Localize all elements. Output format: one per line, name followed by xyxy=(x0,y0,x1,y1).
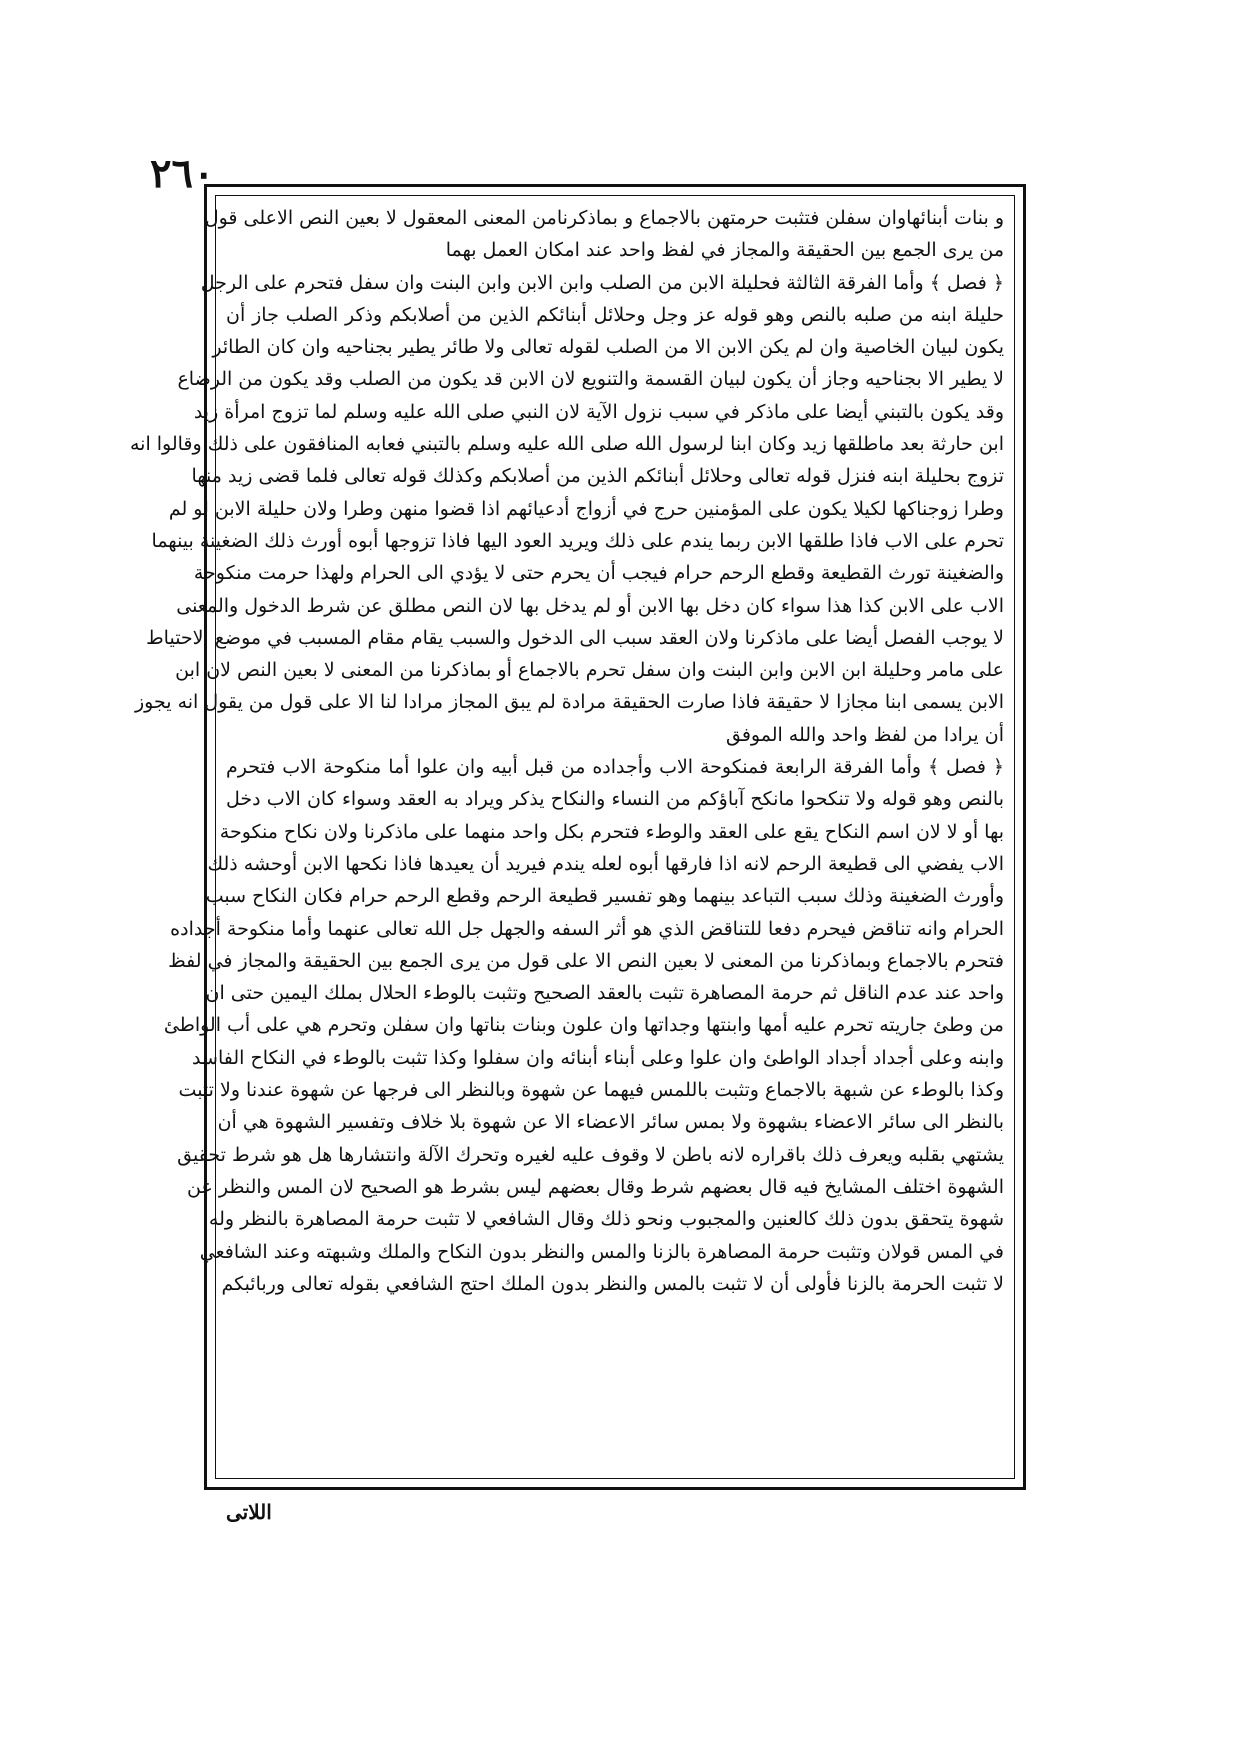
text-line: الحرام وانه تناقض فيحرم دفعا للتناقض الذي هو أثر السفه والجهل جل الله تعالى عنهما وأما منكوحة أجداده xyxy=(170,917,1004,940)
text-line: تزوج بحليلة ابنه فنزل قوله تعالى وحلائل أبنائكم الذين من أصلابكم وكذلك قوله تعالى فلما قضى زيد منها xyxy=(191,465,1004,488)
text-line: لا يوجب الفصل أيضا على ماذكرنا ولان العقد سبب الى الدخول والسبب يقام مقام المسبب في موضع الاحتياط xyxy=(146,626,1004,649)
text-line: ابن حارثة بعد ماطلقها زيد وكان ابنا لرسول الله صلى الله عليه وسلم بالتبني فعابه المنافقون على ذلك وقالوا انه xyxy=(129,433,1004,456)
text-line: في المس قولان وتثبت حرمة المصاهرة بالزنا والمس والنظر بدون النكاح والملك وشبهته وعند الشافعي xyxy=(199,1240,1004,1263)
text-line: لا تثبت الحرمة بالزنا فأولى أن لا تثبت بالمس والنظر بدون الملك احتج الشافعي بقوله تعالى وربائبكم xyxy=(221,1272,1004,1295)
page-number: ٢٦٠ xyxy=(150,150,215,197)
text-line: وطرا زوجناكها لكيلا يكون على المؤمنين حرج في أزواج أدعيائهم اذا قضوا منهن وطرا ولان حليلة الابن لو لم xyxy=(168,497,1004,520)
text-line: بها أو لا لان اسم النكاح يقع على العقد والوطء فتحرم بكل واحد منهما على ماذكرنا ولان نكاح منكوحة xyxy=(219,820,1004,843)
text-line: الاب يفضي الى قطيعة الرحم لانه اذا فارقها أبوه لعله يندم فيريد أن يعيدها فاذا نكحها الابن أوحشه ذلك xyxy=(207,852,1004,875)
text-line: الاب على الابن كذا هذا سواء كان دخل بها الابن أو لم يدخل بها لان النص مطلق عن شرط الدخول والمعنى xyxy=(176,594,1004,617)
page-border xyxy=(129,184,1026,1490)
text-line: أن يرادا من لفظ واحد والله الموفق xyxy=(725,723,1004,746)
text-line: بالنظر الى سائر الاعضاء بشهوة ولا بمس سائر الاعضاء الا عن شهوة بلا خلاف وتفسير الشهوة هي أن xyxy=(217,1111,1004,1134)
body-text xyxy=(129,202,1004,1300)
text-line: والضغينة تورث القطيعة وقطع الرحم حرام فيجب أن يحرم حتى لا يؤدي الى الحرام ولهذا حرمت منكوحة xyxy=(193,562,1004,585)
text-line: يشتهي بقلبه ويعرف ذلك باقراره لانه باطن لا وقوف عليه لغيره وتحرك الآلة وانتشارها هل هو شرط تحقيق xyxy=(177,1143,1004,1166)
text-line: شهوة يتحقق بدون ذلك كالعنين والمجبوب ونحو ذلك وقال الشافعي لا تثبت حرمة المصاهرة بالنظر وله xyxy=(208,1208,1004,1231)
text-line: تحرم على الاب فاذا طلقها الابن ربما يندم على ذلك ويريد العود اليها فاذا تزوجها أبوه أورث ذلك الضغينة بينهما xyxy=(151,529,1004,552)
text-line: فتحرم بالاجماع وبماذكرنا من المعنى لا بعين النص الا على قول من يرى الجمع بين الحقيقة والمجاز في لفظ xyxy=(168,949,1004,972)
text-line: الشهوة اختلف المشايخ فيه قال بعضهم شرط وقال بعضهم ليس بشرط هو الصحيح لان المس والنظر عن xyxy=(187,1175,1004,1198)
text-line: من يرى الجمع بين الحقيقة والمجاز في لفظ واحد عند امكان العمل بهما xyxy=(445,239,1004,262)
text-line: و بنات أبنائهاوان سفلن فتثبت حرمتهن بالاجماع و بماذكرنامن المعنى المعقول لا بعين النص الاعلى قول xyxy=(204,207,1004,229)
text-line: الابن يسمى ابنا مجازا لا حقيقة فاذا صارت الحقيقة مرادة لم يبق المجاز مرادا لنا الا على قول من يقول انه يجوز xyxy=(135,691,1004,714)
catchword: اللاتى xyxy=(226,1500,272,1524)
text-line: من وطئ جاريته تحرم عليه أمها وابنتها وجداتها وان علون وبنات بناتها وان سفلن وتحرم هي على أب الواطئ xyxy=(163,1014,1004,1037)
text-line: وقد يكون بالتبني أيضا على ماذكر في سبب نزول الآية لان النبي صلى الله عليه وسلم لما تزوج امرأة زيد xyxy=(193,400,1004,423)
text-line: حليلة ابنه من صلبه بالنص وهو قوله عز وجل وحلائل أبنائكم الذين من أصلابكم وذكر الصلب جاز أن xyxy=(226,303,1004,326)
text-frame xyxy=(129,195,1015,1479)
text-line: وكذا بالوطء عن شبهة بالاجماع وتثبت باللمس فيهما عن شهوة وبالنظر الى فرجها عن شهوة عندنا ولا تثبت xyxy=(178,1079,1004,1102)
text-line: واحد عند عدم الناقل ثم حرمة المصاهرة تثبت بالعقد الصحيح وتثبت بالوطء الحلال بملك اليمين حتى ان xyxy=(205,982,1004,1005)
text-line: بالنص وهو قوله ولا تنكحوا مانكح آباؤكم من النساء والنكاح يذكر ويراد به العقد وسواء كان الاب دخل xyxy=(226,788,1004,811)
text-line: وابنه وعلى أجداد أجداد الواطئ وان علوا وعلى أبناء أبنائه وان سفلوا وكذا تثبت بالوطء في النكاح الفاسد xyxy=(192,1046,1004,1069)
text-line: ﴿ فصل ﴾ وأما الفرقة الرابعة فمنكوحة الاب وأجداده من قبل أبيه وان علوا أما منكوحة الاب فتحرم xyxy=(226,756,1004,779)
text-line: على مامر وحليلة ابن الابن وابن البنت وان سفل تحرم بالاجماع أو بماذكرنا من المعنى لا بعين النص لان ابن xyxy=(175,659,1004,682)
text-line: لا يطير الا بجناحيه وجاز أن يكون لبيان القسمة والتنويع لان الابن قد يكون من الصلب وقد يكون من الرضاع xyxy=(177,368,1004,391)
text-line: وأورث الضغينة وذلك سبب التباعد بينهما وهو تفسير قطيعة الرحم وقطع الرحم حرام فكان النكاح سبب xyxy=(205,885,1004,908)
text-line: ﴿ فصل ﴾ وأما الفرقة الثالثة فحليلة الابن من الصلب وابن الابن وابن البنت وان سفل فتحرم على الرجل xyxy=(200,271,1004,294)
text-line: يكون لبيان الخاصية وان لم يكن الابن الا من الصلب لقوله تعالى ولا طائر يطير بجناحيه وان كان الطائر xyxy=(212,336,1004,359)
